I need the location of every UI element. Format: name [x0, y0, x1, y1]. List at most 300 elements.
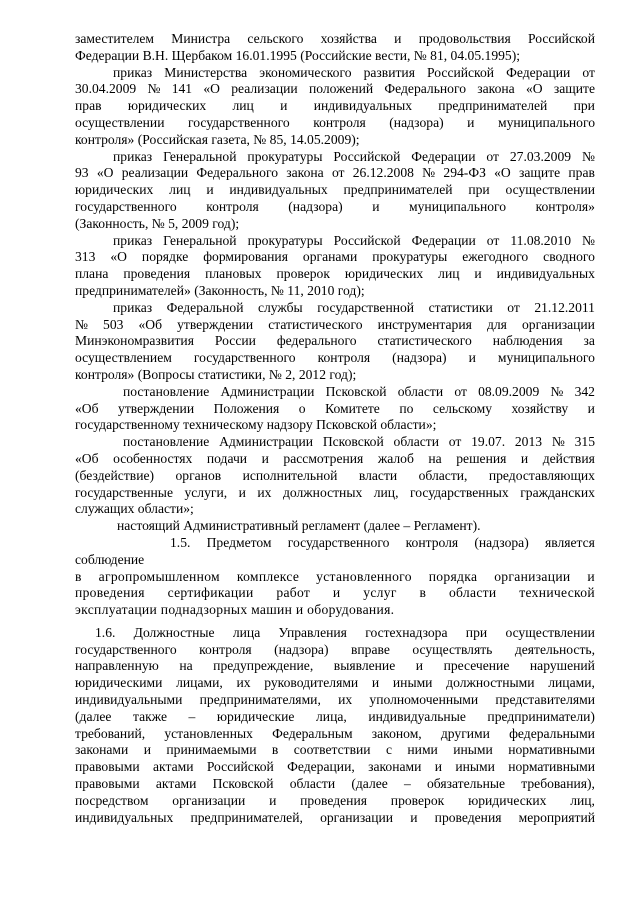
word: прокуратуры	[247, 232, 323, 248]
word: заместителем	[75, 31, 155, 46]
word: Федеральным	[272, 725, 353, 741]
word: для	[486, 316, 507, 332]
word: Генеральной	[163, 148, 237, 164]
text-line: соблюдение	[75, 551, 145, 567]
word: правовыми	[75, 759, 140, 775]
word: 313	[75, 249, 96, 265]
word: государственного	[75, 641, 177, 657]
document-text	[75, 31, 595, 826]
word: защите	[519, 165, 561, 181]
word: 2013	[514, 434, 543, 450]
word: исполнительной	[242, 467, 338, 483]
word: муниципального	[497, 350, 595, 366]
word: лица	[232, 624, 261, 640]
word: государственного	[188, 114, 290, 130]
word: ежегодного	[462, 249, 529, 265]
word: порядке	[141, 249, 189, 265]
word: органов	[175, 467, 222, 483]
text-line	[75, 249, 595, 266]
word: юридических	[344, 266, 424, 282]
text-line: контроля» (Российская газета, № 85, 14.05.2009);	[75, 131, 360, 147]
word: сертификации	[167, 585, 254, 601]
text-line	[75, 692, 595, 709]
word: выявление	[333, 658, 396, 674]
word: осуществлением	[75, 350, 172, 366]
word: лиц,	[373, 484, 399, 500]
word: Генеральной	[163, 232, 237, 248]
word: Должностные	[133, 624, 215, 640]
word: «Об	[75, 450, 99, 466]
word: и	[587, 400, 595, 416]
word: и	[143, 742, 151, 758]
word: и	[332, 585, 341, 601]
word: соответствии	[293, 742, 371, 758]
word: плановых	[205, 266, 262, 282]
word: на	[428, 450, 442, 466]
word: действия	[542, 450, 595, 466]
word: Российской	[527, 31, 595, 46]
word: формирования	[203, 249, 288, 265]
text-line	[75, 776, 595, 793]
word: статистики	[428, 299, 493, 315]
word: защите	[553, 81, 595, 97]
word: законами	[368, 759, 422, 775]
word: особенностях	[113, 450, 193, 466]
word: юридических	[75, 182, 154, 198]
word: 11.08.2010	[510, 232, 571, 248]
word: предпринимателями,	[199, 692, 321, 708]
text-line: настоящий Административный регламент (далее – Регламент).	[117, 518, 481, 534]
word: и	[269, 792, 277, 808]
word: их	[338, 692, 353, 708]
word: принимаемыми	[166, 742, 257, 758]
text-line	[75, 535, 595, 552]
word: предпринимателей	[438, 98, 548, 114]
text-line	[75, 266, 595, 283]
word: индивидуальных	[496, 266, 595, 282]
word: и	[261, 450, 269, 466]
word: 342	[574, 383, 595, 399]
word: государственного	[193, 350, 296, 366]
word: 26.12.2008	[352, 165, 414, 181]
word: №	[422, 165, 436, 181]
word: Российской	[333, 148, 401, 164]
word: (далее	[351, 776, 388, 792]
text-line: (Законность, № 5, 2009 год);	[75, 215, 240, 231]
word: за	[583, 333, 595, 349]
word: в	[271, 742, 279, 758]
word: службы	[257, 299, 303, 315]
word: и	[410, 809, 418, 825]
word: 21.12.2011	[534, 299, 595, 315]
word: Министра	[171, 31, 231, 46]
word: постановление	[123, 383, 210, 399]
text-line	[75, 709, 595, 726]
word: 294-ФЗ	[443, 165, 486, 181]
word: контроля»	[535, 198, 595, 214]
word: ними	[407, 742, 438, 758]
word: «О	[110, 249, 127, 265]
word: области	[448, 585, 497, 601]
word: направленную	[75, 658, 159, 674]
word: проведения	[75, 585, 145, 601]
word: (надзора)	[288, 198, 343, 214]
word: при	[465, 624, 488, 640]
word: от	[454, 383, 467, 399]
word: закона	[477, 81, 515, 97]
text-line	[75, 485, 595, 502]
word: установленных	[164, 725, 253, 741]
word: Российской	[427, 64, 495, 80]
word: индивидуальных	[229, 182, 328, 198]
word: актами	[153, 759, 194, 775]
word: от	[582, 64, 595, 80]
word: от	[486, 232, 500, 248]
word: индивидуальными	[75, 692, 183, 708]
word: от	[448, 434, 462, 450]
word: приказ	[113, 148, 153, 164]
word: их	[236, 675, 251, 691]
word: руководителями	[264, 675, 359, 691]
text-line: предпринимателей» (Законность, № 11, 2010 год);	[75, 282, 365, 298]
word: плана	[75, 266, 109, 282]
text-line: эксплуатации поднадзорных машин и оборудования.	[75, 602, 395, 618]
word: представителями	[495, 692, 595, 708]
word: 315	[574, 434, 595, 450]
word: Министерства	[164, 64, 248, 80]
word: организации	[320, 809, 394, 825]
text-line: государственному техническому надзору Псковской области»;	[75, 417, 437, 433]
word: установленного	[316, 568, 412, 584]
word: мероприятий	[518, 809, 595, 825]
word: –	[188, 708, 196, 724]
word: нормативными	[508, 742, 595, 758]
word: закона	[286, 165, 324, 181]
word: (далее	[75, 708, 112, 724]
word: государственных	[409, 484, 509, 500]
word: индивидуальные	[368, 708, 466, 724]
word: проведения	[434, 809, 502, 825]
word: и	[587, 568, 595, 584]
text-line	[75, 199, 595, 216]
word: лица,	[316, 708, 347, 724]
word: «О	[525, 81, 543, 97]
word: иными	[455, 759, 495, 775]
word: контроля	[317, 350, 371, 366]
word: при	[468, 182, 490, 198]
word: нормативными	[508, 759, 595, 775]
word: агропромышленном	[98, 568, 220, 584]
word: Положения	[213, 400, 280, 416]
word: технической	[519, 585, 595, 601]
text-line	[75, 569, 595, 586]
word: положений	[308, 81, 374, 97]
word: прокуратуры	[372, 249, 448, 265]
word: власти	[358, 467, 398, 483]
word: проведения	[300, 792, 367, 808]
word: 1.5.	[170, 534, 191, 550]
word: хозяйству	[511, 400, 569, 416]
word: области	[397, 383, 444, 399]
word: пресечение	[443, 658, 510, 674]
word: гостехнадзора	[365, 624, 448, 640]
word: и	[468, 350, 476, 366]
word: и	[371, 675, 380, 691]
word: приказ	[113, 64, 153, 80]
word: вправе	[350, 641, 390, 657]
word: «Об	[75, 400, 99, 416]
word: юридических	[468, 792, 547, 808]
word: России	[214, 333, 256, 349]
word: Псковской	[325, 383, 387, 399]
word: правовыми	[75, 776, 140, 792]
word: Комитете	[325, 400, 380, 416]
word: обязательные	[427, 776, 506, 792]
word: прав	[75, 98, 102, 114]
word: 141	[171, 81, 193, 97]
word: экономического	[259, 64, 352, 80]
word: посредством	[75, 792, 149, 808]
word: услуги,	[184, 484, 228, 500]
word: иными	[392, 675, 433, 691]
word: Российской	[333, 232, 401, 248]
word: приказ	[113, 299, 153, 315]
word: Федерации,	[287, 759, 355, 775]
text-line	[75, 98, 595, 115]
text-line	[75, 65, 595, 82]
word: (надзора)	[392, 350, 447, 366]
word: деятельность,	[514, 641, 595, 657]
word: статистического	[268, 316, 363, 332]
word: (надзора)	[274, 641, 329, 657]
word: их	[257, 484, 272, 500]
word: «О	[203, 81, 220, 97]
word: юридическими	[75, 675, 163, 691]
word: жалоб	[377, 450, 414, 466]
word: нарушений	[529, 658, 595, 674]
word: Псковской	[322, 434, 384, 450]
text-line	[75, 625, 595, 642]
word: индивидуальных	[75, 809, 174, 825]
text-line	[75, 81, 595, 98]
word: государственной	[317, 299, 415, 315]
word: государственные	[75, 484, 173, 500]
word: и	[415, 658, 424, 674]
word: предпринимателей	[343, 182, 453, 198]
word: требования),	[521, 776, 595, 792]
word: сводного	[543, 249, 595, 265]
word: организации	[521, 316, 595, 332]
word: актами	[155, 776, 197, 792]
word: Минэкономразвития	[75, 333, 194, 349]
word: осуществлении	[505, 182, 595, 198]
word: органами	[302, 249, 358, 265]
text-line	[75, 401, 595, 418]
word: от	[486, 148, 499, 164]
word: Федерального	[196, 165, 278, 181]
word: Управления	[278, 624, 347, 640]
word: №	[551, 434, 565, 450]
word: и	[280, 98, 288, 114]
word: контроля	[199, 641, 252, 657]
word: 08.09.2009	[478, 383, 540, 399]
word: прав	[568, 165, 595, 181]
text-line	[75, 793, 595, 810]
word: в	[419, 585, 427, 601]
word: и	[206, 182, 214, 198]
text-line	[75, 182, 595, 199]
word: «О	[494, 165, 511, 181]
word: комплексе	[236, 568, 300, 584]
text-line	[75, 300, 595, 317]
word: предприниматели)	[487, 708, 595, 724]
word: лиц	[438, 266, 460, 282]
word: сельскому	[432, 400, 492, 416]
word: организации	[494, 568, 571, 584]
word: государственного	[287, 534, 390, 550]
word: 19.07.	[471, 434, 506, 450]
text-line	[75, 642, 595, 659]
word: предупреждение,	[213, 658, 314, 674]
word: государственного	[75, 198, 177, 214]
word: Федерации	[411, 232, 476, 248]
word: сельского	[247, 31, 304, 46]
word: Администрации	[219, 434, 314, 450]
word: и	[372, 198, 380, 214]
word: контроля	[313, 114, 366, 130]
word: –	[404, 776, 411, 792]
word: также	[133, 708, 167, 724]
word: и	[520, 450, 529, 466]
text-line: контроля» (Вопросы статистики, № 2, 2012 год);	[75, 366, 357, 382]
word: контроля	[405, 534, 459, 550]
word: и	[474, 266, 482, 282]
text-line	[75, 317, 595, 334]
word: 27.03.2009	[509, 148, 572, 164]
word: Федерального	[384, 81, 467, 97]
word: (бездействие)	[75, 467, 155, 483]
word: 503	[103, 316, 124, 332]
word: законами	[75, 742, 129, 758]
text-line: служащих области»;	[75, 501, 194, 517]
word: гражданских	[520, 484, 595, 500]
word: и	[434, 759, 442, 775]
word: 1.6.	[95, 624, 116, 640]
text-line	[75, 333, 595, 350]
word: федерального	[276, 333, 357, 349]
word: работ	[276, 585, 311, 601]
word: решения	[456, 450, 507, 466]
word: постановление	[123, 434, 210, 450]
word: должностных	[282, 484, 363, 500]
word: с	[385, 742, 392, 758]
text-line	[75, 658, 595, 675]
word: предоставляющих	[488, 467, 595, 483]
word: 30.04.2009	[75, 81, 137, 97]
text-line	[75, 165, 595, 182]
word: реализации	[121, 165, 189, 181]
word: уполномоченными	[369, 692, 479, 708]
word: на	[179, 658, 193, 674]
word: реализации	[231, 81, 298, 97]
word: проверок	[390, 792, 445, 808]
text-line	[75, 233, 595, 250]
word: лиц	[232, 98, 254, 114]
word: должностными	[446, 675, 535, 691]
word: (надзора)	[389, 114, 444, 130]
word: и	[467, 114, 475, 130]
word: услуг	[363, 585, 397, 601]
word: от	[507, 299, 520, 315]
word: федеральными	[509, 725, 595, 741]
word: статистического	[377, 333, 472, 349]
word: наблюдения	[492, 333, 563, 349]
word: лиц,	[570, 792, 595, 808]
word: проверок	[276, 266, 330, 282]
word: Федерации	[506, 64, 571, 80]
word: и	[238, 484, 246, 500]
word: муниципального	[497, 114, 595, 130]
word: №	[147, 81, 161, 97]
word: №	[75, 316, 88, 332]
word: контроля	[206, 198, 259, 214]
word: подачи	[206, 450, 248, 466]
text-line	[75, 115, 595, 132]
word: продовольствия	[418, 31, 511, 46]
word: хозяйства	[320, 31, 377, 46]
word: по	[399, 400, 414, 416]
word: юридические	[216, 708, 295, 724]
text-line	[75, 468, 595, 485]
word: является	[544, 534, 595, 550]
word: от	[331, 165, 345, 181]
word: «Об	[138, 316, 163, 332]
word: и	[394, 31, 402, 46]
word: области	[393, 434, 439, 450]
word: осуществлении	[505, 624, 595, 640]
text-line	[75, 742, 595, 759]
word: организации	[172, 792, 246, 808]
word: проведения	[123, 266, 191, 282]
word: рассмотрения	[283, 450, 364, 466]
text-line	[75, 759, 595, 776]
word: лицами,	[548, 675, 595, 691]
word: Российской	[206, 759, 274, 775]
text-line	[75, 726, 595, 743]
word: о	[298, 400, 306, 416]
word: приказ	[113, 232, 153, 248]
word: муниципального	[409, 198, 507, 214]
word: лиц	[169, 182, 191, 198]
word: области	[289, 776, 336, 792]
word: предпринимателей,	[190, 809, 303, 825]
word: Федерации	[411, 148, 476, 164]
word: лицами,	[176, 675, 223, 691]
text-line	[75, 31, 595, 48]
text-line	[75, 384, 595, 401]
word: 93	[75, 165, 89, 181]
word: другими	[440, 725, 490, 741]
word: №	[550, 383, 564, 399]
word: Федеральной	[166, 299, 244, 315]
text-line	[75, 451, 595, 468]
word: требований,	[75, 725, 146, 741]
word: в	[75, 568, 82, 584]
text-line	[75, 350, 595, 367]
word: развития	[363, 64, 415, 80]
word: осуществлении	[75, 114, 165, 130]
word: утверждении	[177, 316, 254, 332]
